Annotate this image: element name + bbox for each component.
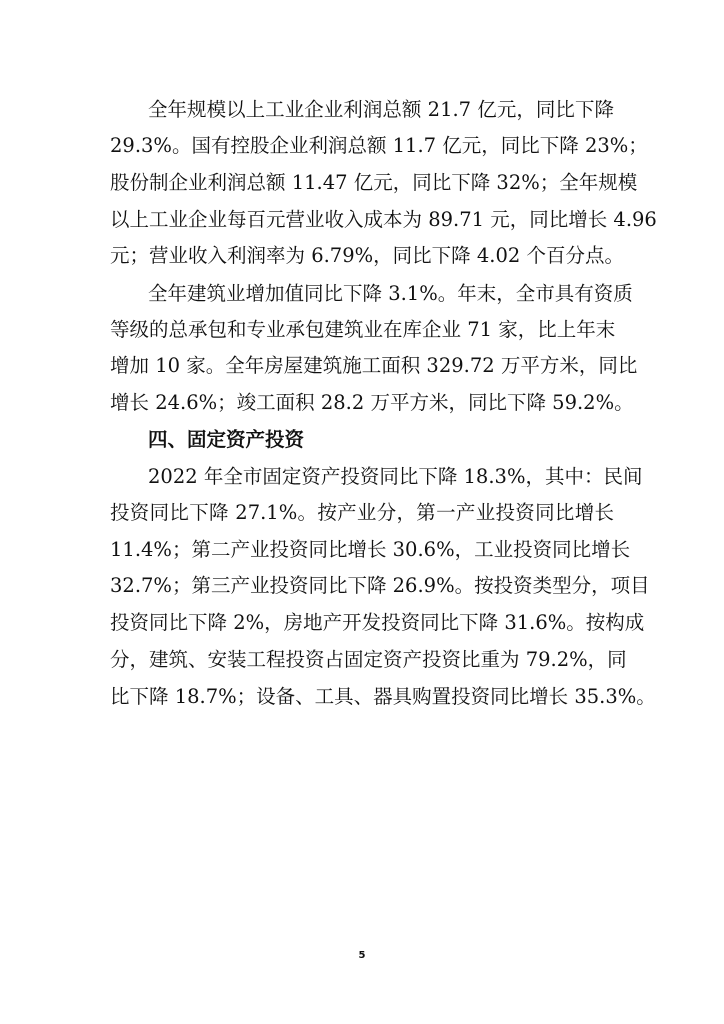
paragraph-line: 11.4%；第二产业投资同比增长 30.6%，工业投资同比增长 bbox=[110, 538, 631, 561]
paragraph-line: 29.3%。国有控股企业利润总额 11.7 亿元，同比下降 23%； bbox=[110, 134, 648, 157]
section-heading: 四、固定资产投资 bbox=[148, 428, 305, 451]
paragraph-line: 增长 24.6%；竣工面积 28.2 万平方米，同比下降 59.2%。 bbox=[110, 391, 634, 414]
paragraph-line: 比下降 18.7%；设备、工具、器具购置投资同比增长 35.3%。 bbox=[110, 685, 656, 708]
paragraph-line: 增加 10 家。全年房屋建筑施工面积 329.72 万平方米，同比 bbox=[110, 354, 638, 377]
paragraph-line: 分，建筑、安装工程投资占固定资产投资比重为 79.2%，同 bbox=[110, 648, 627, 671]
paragraph-line: 股份制企业利润总额 11.47 亿元，同比下降 32%；全年规模 bbox=[110, 171, 638, 194]
paragraph-line: 投资同比下降 27.1%。按产业分，第一产业投资同比增长 bbox=[110, 501, 614, 524]
paragraph-line: 32.7%；第三产业投资同比下降 26.9%。按投资类型分，项目 bbox=[110, 574, 650, 597]
paragraph-line: 等级的总承包和专业承包建筑业在库企业 71 家，比上年末 bbox=[110, 318, 616, 341]
paragraph-line: 全年规模以上工业企业利润总额 21.7 亿元，同比下降 bbox=[148, 98, 614, 121]
paragraph-line: 元；营业收入利润率为 6.79%，同比下降 4.02 个百分点。 bbox=[110, 244, 624, 267]
paragraph-line: 以上工业企业每百元营业收入成本为 89.71 元，同比增长 4.96 bbox=[110, 208, 657, 231]
page-number: 5 bbox=[358, 950, 366, 961]
paragraph-line: 投资同比下降 2%，房地产开发投资同比下降 31.6%。按构成 bbox=[110, 611, 645, 634]
paragraph-line: 全年建筑业增加值同比下降 3.1%。年末，全市具有资质 bbox=[148, 282, 633, 305]
paragraph-line: 2022 年全市固定资产投资同比下降 18.3%，其中：民间 bbox=[148, 465, 643, 488]
